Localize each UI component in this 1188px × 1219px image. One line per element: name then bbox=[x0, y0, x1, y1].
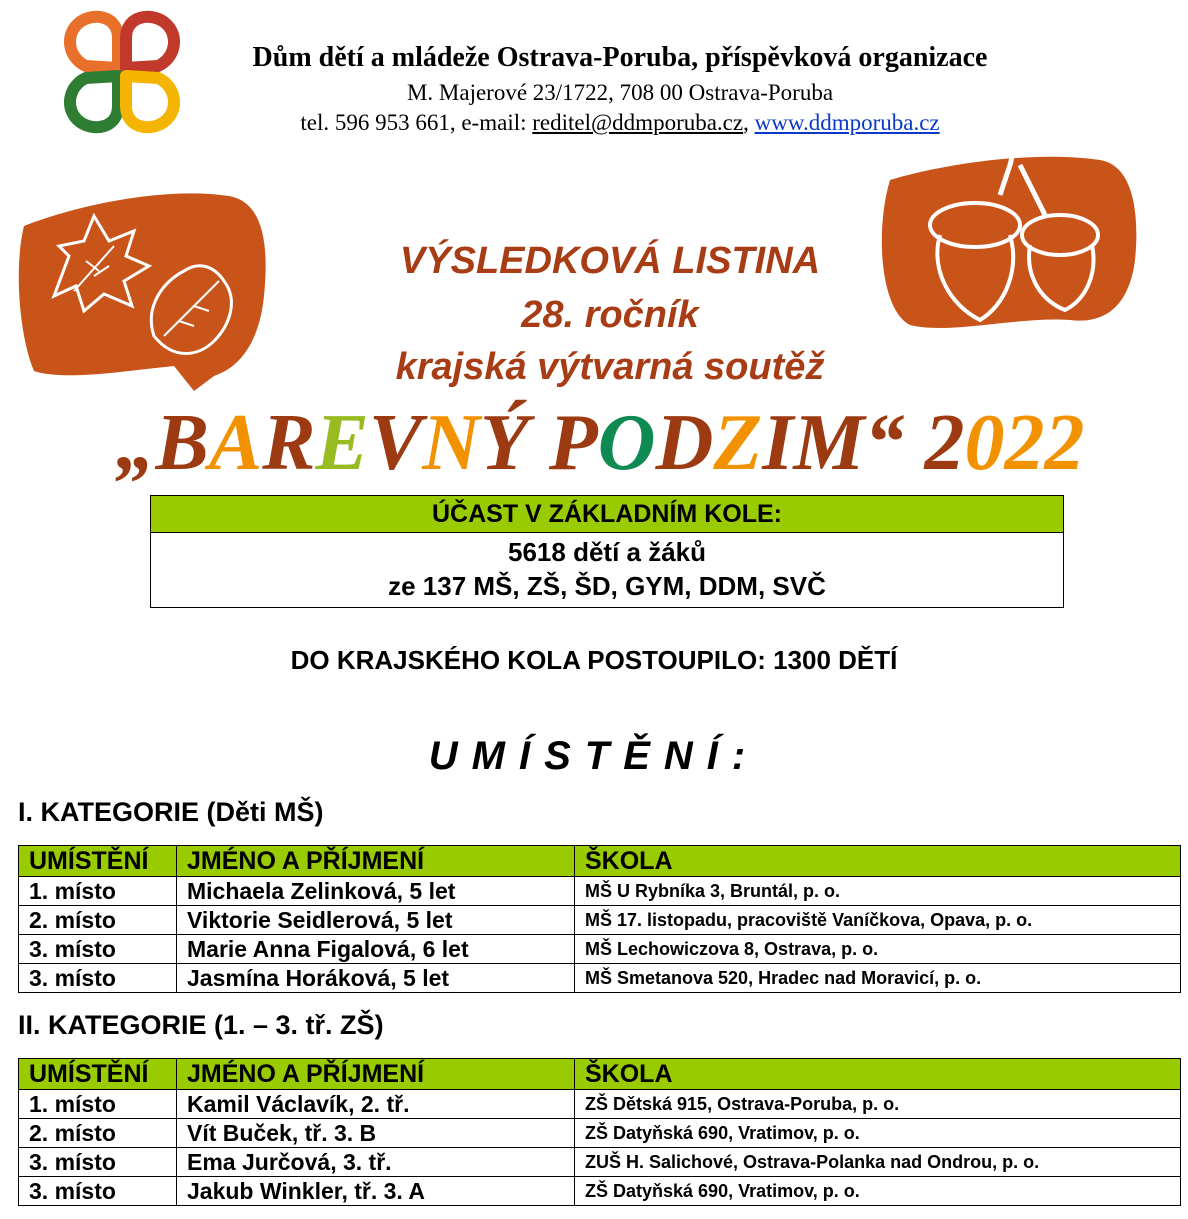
column-header-school: ŠKOLA bbox=[575, 1059, 1181, 1090]
school-cell: ZUŠ H. Salichové, Ostrava-Polanka nad Ondrou, p. o. bbox=[575, 1148, 1181, 1177]
category-2-heading: II. KATEGORIE (1. – 3. tř. ZŠ) bbox=[18, 1010, 384, 1040]
title-letter: 2 bbox=[1004, 399, 1045, 487]
results-title: VÝSLEDKOVÁ LISTINA bbox=[399, 240, 821, 282]
placement-cell: 3. místo bbox=[19, 1177, 177, 1206]
column-header-name: JMÉNO A PŘÍJMENÍ bbox=[177, 846, 575, 877]
name-cell: Jakub Winkler, tř. 3. A bbox=[177, 1177, 575, 1206]
title-letter: P bbox=[548, 399, 598, 487]
name-cell: Marie Anna Figalová, 6 let bbox=[177, 935, 575, 964]
contact-phone-text: tel. 596 953 661, e-mail: bbox=[300, 110, 533, 135]
title-letter: M bbox=[793, 399, 865, 487]
placement-cell: 3. místo bbox=[19, 1148, 177, 1177]
organization-name: Dům dětí a mládeže Ostrava-Poruba, příspěvková organizace bbox=[252, 42, 988, 73]
school-cell: ZŠ Dětská 915, Ostrava-Poruba, p. o. bbox=[575, 1090, 1181, 1119]
school-cell: ZŠ Datyňská 690, Vratimov, p. o. bbox=[575, 1177, 1181, 1206]
category-1-heading: I. KATEGORIE (Děti MŠ) bbox=[18, 797, 324, 827]
name-cell: Michaela Zelinková, 5 let bbox=[177, 877, 575, 906]
table-row bbox=[19, 935, 1181, 964]
edition-title: 28. ročník bbox=[521, 294, 699, 336]
participation-body bbox=[151, 533, 1063, 607]
column-header-name: JMÉNO A PŘÍJMENÍ bbox=[177, 1059, 575, 1090]
title-letter: Z bbox=[713, 399, 763, 487]
name-cell: Viktorie Seidlerová, 5 let bbox=[177, 906, 575, 935]
placement-cell: 1. místo bbox=[19, 1090, 177, 1119]
placement-cell: 2. místo bbox=[19, 906, 177, 935]
title-letter: V bbox=[368, 399, 423, 487]
participation-box bbox=[150, 495, 1064, 608]
table-header-row bbox=[19, 846, 1181, 877]
column-header-school: ŠKOLA bbox=[575, 846, 1181, 877]
placement-cell: 1. místo bbox=[19, 877, 177, 906]
title-letter: A bbox=[208, 399, 263, 487]
table-row bbox=[19, 877, 1181, 906]
ddm-logo-icon bbox=[58, 8, 186, 136]
placement-cell: 3. místo bbox=[19, 935, 177, 964]
title-letter: 2 bbox=[1044, 399, 1085, 487]
participation-header: ÚČAST V ZÁKLADNÍM KOLE: bbox=[151, 496, 1063, 533]
table-row bbox=[19, 1090, 1181, 1119]
school-cell: MŠ Smetanova 520, Hradec nad Moravicí, p. o. bbox=[575, 964, 1181, 993]
advanced-count: DO KRAJSKÉHO KOLA POSTOUPILO: 1300 DĚTÍ bbox=[290, 645, 898, 675]
email-link[interactable]: reditel@ddmporuba.cz bbox=[532, 110, 744, 135]
placement-cell: 2. místo bbox=[19, 1119, 177, 1148]
contact-separator: , bbox=[743, 110, 755, 135]
school-cell: MŠ U Rybníka 3, Bruntál, p. o. bbox=[575, 877, 1181, 906]
category-2-table bbox=[18, 1058, 1181, 1206]
school-cell: MŠ 17. listopadu, pracoviště Vaníčkova, Opava, p. o. bbox=[575, 906, 1181, 935]
competition-subtitle: krajská výtvarná soutěž bbox=[395, 346, 825, 388]
school-cell: ZŠ Datyňská 690, Vratimov, p. o. bbox=[575, 1119, 1181, 1148]
title-letter: R bbox=[262, 399, 316, 487]
participation-schools: ze 137 MŠ, ZŠ, ŠD, GYM, DDM, SVČ bbox=[388, 571, 826, 601]
title-letter: N bbox=[422, 399, 481, 487]
table-row bbox=[19, 906, 1181, 935]
category-1-table bbox=[18, 845, 1181, 993]
placement-cell: 3. místo bbox=[19, 964, 177, 993]
title-letter: Ý bbox=[480, 399, 529, 487]
title-letter: I bbox=[762, 399, 794, 487]
title-letter: E bbox=[315, 399, 369, 487]
title-letter: O bbox=[597, 399, 656, 487]
title-letter: „ bbox=[115, 399, 156, 487]
table-row bbox=[19, 964, 1181, 993]
table-row bbox=[19, 1119, 1181, 1148]
name-cell: Ema Jurčová, 3. tř. bbox=[177, 1148, 575, 1177]
column-header-placement: UMÍSTĚNÍ bbox=[19, 1059, 177, 1090]
name-cell: Jasmína Horáková, 5 let bbox=[177, 964, 575, 993]
website-link[interactable]: www.ddmporuba.cz bbox=[754, 110, 940, 135]
autumn-leaves-icon bbox=[14, 186, 272, 396]
school-cell: MŠ Lechowiczova 8, Ostrava, p. o. bbox=[575, 935, 1181, 964]
title-letter: D bbox=[655, 399, 714, 487]
participation-count: 5618 dětí a žáků bbox=[508, 537, 706, 567]
name-cell: Vít Buček, tř. 3. B bbox=[177, 1119, 575, 1148]
placement-heading: UMÍSTĚNÍ: bbox=[428, 734, 760, 778]
table-row bbox=[19, 1148, 1181, 1177]
table-header-row bbox=[19, 1059, 1181, 1090]
organization-address: M. Majerové 23/1722, 708 00 Ostrava-Poruba bbox=[406, 80, 834, 105]
name-cell: Kamil Václavík, 2. tř. bbox=[177, 1090, 575, 1119]
title-letter: 2 bbox=[924, 399, 965, 487]
title-letter: “ bbox=[864, 399, 925, 487]
title-letter: 0 bbox=[964, 399, 1005, 487]
competition-name bbox=[40, 398, 1160, 488]
table-row bbox=[19, 1177, 1181, 1206]
title-letter bbox=[529, 399, 549, 487]
title-letter: B bbox=[155, 399, 209, 487]
column-header-placement: UMÍSTĚNÍ bbox=[19, 846, 177, 877]
